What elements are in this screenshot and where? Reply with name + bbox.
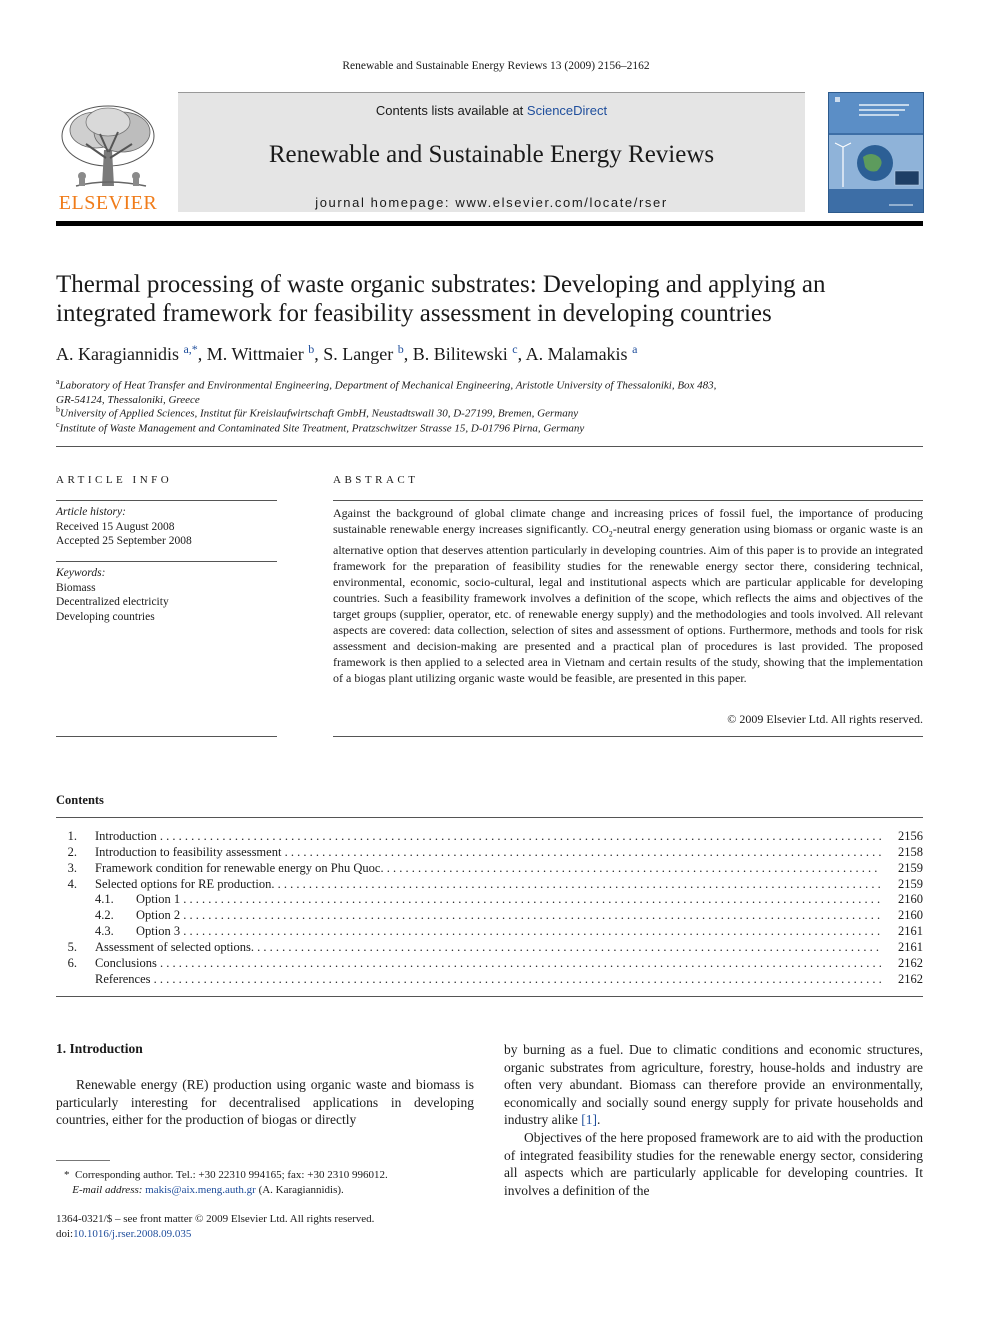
- abstract-rule: [333, 500, 923, 501]
- toc-page: 2160: [898, 908, 923, 922]
- affiliation-mark: a: [56, 377, 60, 386]
- abstract-text: [333, 505, 923, 686]
- author-name: A. Malamakis: [525, 344, 628, 364]
- toc-page: 2156: [898, 829, 923, 843]
- toc-number: 4.1.: [95, 892, 114, 906]
- toc-title[interactable]: Assessment of selected options. . . .: [95, 939, 881, 955]
- accepted-date: Accepted 25 September 2008: [56, 535, 192, 547]
- author-affiliation-mark[interactable]: c: [512, 342, 518, 356]
- toc-title[interactable]: Introduction to feasibility assessment . . .: [95, 844, 881, 860]
- author-name: B. Bilitewski: [412, 344, 508, 364]
- author-list: [56, 342, 923, 365]
- toc-number: 1.: [67, 829, 77, 843]
- section-heading: 1. Introduction: [56, 1041, 143, 1056]
- toc-row[interactable]: [56, 939, 923, 955]
- intro-paragraph-left: Renewable energy (RE) production using organic waste and biomass is particularly interesting for decentralised applications in developing countries, either for the production of biogas or directly: [56, 1077, 474, 1127]
- affiliation-text: GR-54124, Thessaloniki, Greece: [56, 393, 200, 406]
- elsevier-logo[interactable]: [56, 100, 160, 215]
- intro-paragraph-right: [504, 1041, 923, 1129]
- contents-top-rule: [56, 817, 923, 818]
- journal-cover-icon: [829, 93, 923, 212]
- title-line-2: integrated framework for feasibility assessment in developing countries: [56, 300, 772, 327]
- affiliation-text: University of Applied Sciences, Institut für Kreislaufwirtschaft GmbH, Neustadtswall 30, D-27199, Bremen, Germany: [60, 407, 579, 420]
- author-separator: ,: [403, 344, 413, 364]
- sciencedirect-link[interactable]: ScienceDirect: [526, 103, 608, 118]
- author-name: M. Wittmaier: [206, 344, 304, 364]
- affiliation-c: [56, 418, 923, 436]
- toc-number: 4.3.: [95, 924, 114, 938]
- article-info-rule: [56, 500, 277, 501]
- affiliation-text: Institute of Waste Management and Contaminated Site Treatment, Pratzschwitzer Strasse 15, D-01796 Pirna, Germany: [59, 422, 585, 435]
- toc-number: 4.: [67, 877, 77, 891]
- masthead-rule: [56, 221, 923, 226]
- author-separator: ,: [314, 344, 324, 364]
- journal-homepage[interactable]: journal homepage: www.elsevier.com/locate/rser: [315, 195, 668, 210]
- article-history: [56, 505, 277, 549]
- journal-banner: [178, 92, 805, 212]
- contents-availability: [178, 103, 805, 118]
- toc-number: 4.2.: [95, 908, 114, 922]
- author-name: A. Karagiannidis: [56, 344, 179, 364]
- toc-title[interactable]: Conclusions . . .: [95, 955, 881, 971]
- contents-bottom-rule: [56, 996, 923, 997]
- title-line-1: Thermal processing of waste organic substrates: Developing and applying an: [56, 271, 826, 298]
- paragraph-text: .: [597, 1112, 601, 1127]
- keyword-item: Decentralized electricity: [56, 596, 169, 608]
- toc-row[interactable]: [56, 860, 923, 876]
- issn-line: 1364-0321/$ – see front matter © 2009 Elsevier Ltd. All rights reserved.: [56, 1213, 375, 1225]
- author-affiliation-mark[interactable]: a,*: [183, 342, 198, 356]
- email-owner: (A. Karagiannidis).: [258, 1183, 344, 1196]
- doi-label: doi:: [56, 1228, 74, 1240]
- corresponding-footnote: [64, 1168, 494, 1197]
- keyword-item: Biomass: [56, 581, 96, 594]
- toc-row[interactable]: [56, 971, 923, 987]
- paragraph-text: by burning as a fuel. Due to climatic conditions and economic structures, organic substrates from agriculture, forestry, house-holds and industry are often very abundant. Biomass can therefore provide an environmentally, economically and socially sound energy supply for private households and industry alike: [504, 1042, 923, 1127]
- elsevier-wordmark: ELSEVIER: [58, 192, 158, 214]
- abstract-heading: ABSTRACT: [333, 474, 419, 486]
- toc-page: 2161: [898, 924, 923, 938]
- footnote-mark: *: [64, 1169, 70, 1181]
- toc-title[interactable]: Option 1 . . .: [136, 891, 881, 907]
- email-label: E-mail address:: [72, 1183, 143, 1196]
- toc-number: 5.: [67, 940, 77, 954]
- contents-heading: Contents: [56, 793, 104, 807]
- toc-row[interactable]: [56, 891, 923, 907]
- toc-title[interactable]: Framework condition for renewable energy on Phu Quoc. . . .: [95, 860, 881, 876]
- corresponding-author-info: Corresponding author. Tel.: +30 22310 994165; fax: +30 2310 996012.: [75, 1169, 388, 1181]
- received-date: Received 15 August 2008: [56, 520, 175, 533]
- abstract-text-part: Against the background of global climate change and increasing prices of fossil fuel, the importance of producing sustainable renewable energy increases significantly. CO: [333, 506, 923, 536]
- citation-link[interactable]: [1]: [581, 1112, 597, 1127]
- toc-title[interactable]: Option 2 . . .: [136, 907, 881, 923]
- article-info-heading: ARTICLE INFO: [56, 474, 173, 486]
- history-label: Article history:: [56, 506, 126, 518]
- affiliation-mark: b: [56, 405, 60, 414]
- toc-row[interactable]: [56, 844, 923, 860]
- toc-page: 2160: [898, 892, 923, 906]
- toc-number: 3.: [67, 861, 77, 875]
- toc-page: 2161: [898, 940, 923, 954]
- abstract-bottom-rule: [333, 736, 923, 737]
- journal-cover[interactable]: [828, 92, 924, 213]
- toc-title[interactable]: Selected options for RE production. . . .: [95, 876, 881, 892]
- toc-row[interactable]: [56, 907, 923, 923]
- toc-row[interactable]: [56, 923, 923, 939]
- toc-row[interactable]: [56, 876, 923, 892]
- email-link[interactable]: makis@aix.meng.auth.gr: [145, 1183, 256, 1196]
- affiliation-a: [56, 375, 923, 407]
- affiliation-text: Laboratory of Heat Transfer and Environmental Engineering, Department of Mechanical Engineering, Aristotle University of Thessaloniki, Box 483,: [59, 379, 717, 392]
- header-divider: [56, 446, 923, 447]
- author-separator: ,: [517, 344, 526, 364]
- toc-row[interactable]: [56, 955, 923, 971]
- toc-page: 2162: [898, 956, 923, 970]
- toc-title[interactable]: References . . .: [95, 971, 881, 987]
- keywords-rule: [56, 561, 277, 562]
- toc-page: 2162: [898, 972, 923, 986]
- author-affiliation-mark[interactable]: b: [397, 342, 404, 356]
- author-affiliation-mark[interactable]: a: [632, 342, 638, 356]
- toc-number: 6.: [67, 956, 77, 970]
- keywords-label: Keywords:: [56, 567, 106, 579]
- toc-number: 2.: [67, 845, 77, 859]
- keyword-item: Developing countries: [56, 610, 155, 623]
- article-info-bottom-rule: [56, 736, 277, 737]
- toc-title[interactable]: Introduction . . .: [95, 828, 881, 844]
- doi-line: [56, 1227, 486, 1242]
- doi-link[interactable]: 10.1016/j.rser.2008.09.035: [73, 1228, 192, 1240]
- toc-page: 2158: [898, 845, 923, 859]
- journal-title: Renewable and Sustainable Energy Reviews: [268, 141, 715, 168]
- toc-row[interactable]: [56, 828, 923, 844]
- abstract-subscript: 2: [608, 529, 613, 539]
- objectives-paragraph: Objectives of the here proposed framework are to aid with the production of integrated feasibility studies for the renewable energy sector, considering all aspects which are particularly applicable for developing countries. It involves a definition of the: [504, 1130, 923, 1198]
- affiliation-mark: c: [56, 420, 60, 429]
- author-separator: ,: [197, 344, 207, 364]
- toc-title[interactable]: Option 3 . . .: [136, 923, 881, 939]
- toc-page: 2159: [898, 877, 923, 891]
- keywords: [56, 566, 277, 624]
- contents-prefix: Contents lists available at: [375, 103, 527, 118]
- abstract-text-part: -neutral energy generation using biomass or organic waste is an alternative option that deserves attention particularly in developing countries. Aim of this paper is to provide an integrated framework for the preparation of feasibility studies for the renewable energy sector there, considering technical, environmental, economic, socio-cultural, legal and institutional aspects which are particular applicable for developing countries. Such a feasibility framework involves a definition of the scope, which reflects the aims and objectives of the target groups (supplier, operator, etc. of renewable energy supply) and the methodologies and tools involved. All relevant aspects are covered: data collection, selection of sites and assessment of options. Furthermore, methods and tools for risk assessment and decision-making are presented and a practical plan of procedures is last provided. The proposed framework is then applied to a selected area in Vietnam and certain results of the study, showing that the implementation of a biogas plant utilizing organic waste would be feasible, are presented in this paper.: [333, 522, 924, 686]
- abstract-copyright: © 2009 Elsevier Ltd. All rights reserved.: [727, 712, 923, 726]
- toc-page: 2159: [898, 861, 923, 875]
- running-head: Renewable and Sustainable Energy Reviews 13 (2009) 2156–2162: [342, 60, 650, 72]
- footnote-rule: [56, 1160, 110, 1161]
- author-affiliation-mark[interactable]: b: [308, 342, 315, 356]
- article-title: [56, 270, 923, 328]
- author-name: S. Langer: [323, 344, 394, 364]
